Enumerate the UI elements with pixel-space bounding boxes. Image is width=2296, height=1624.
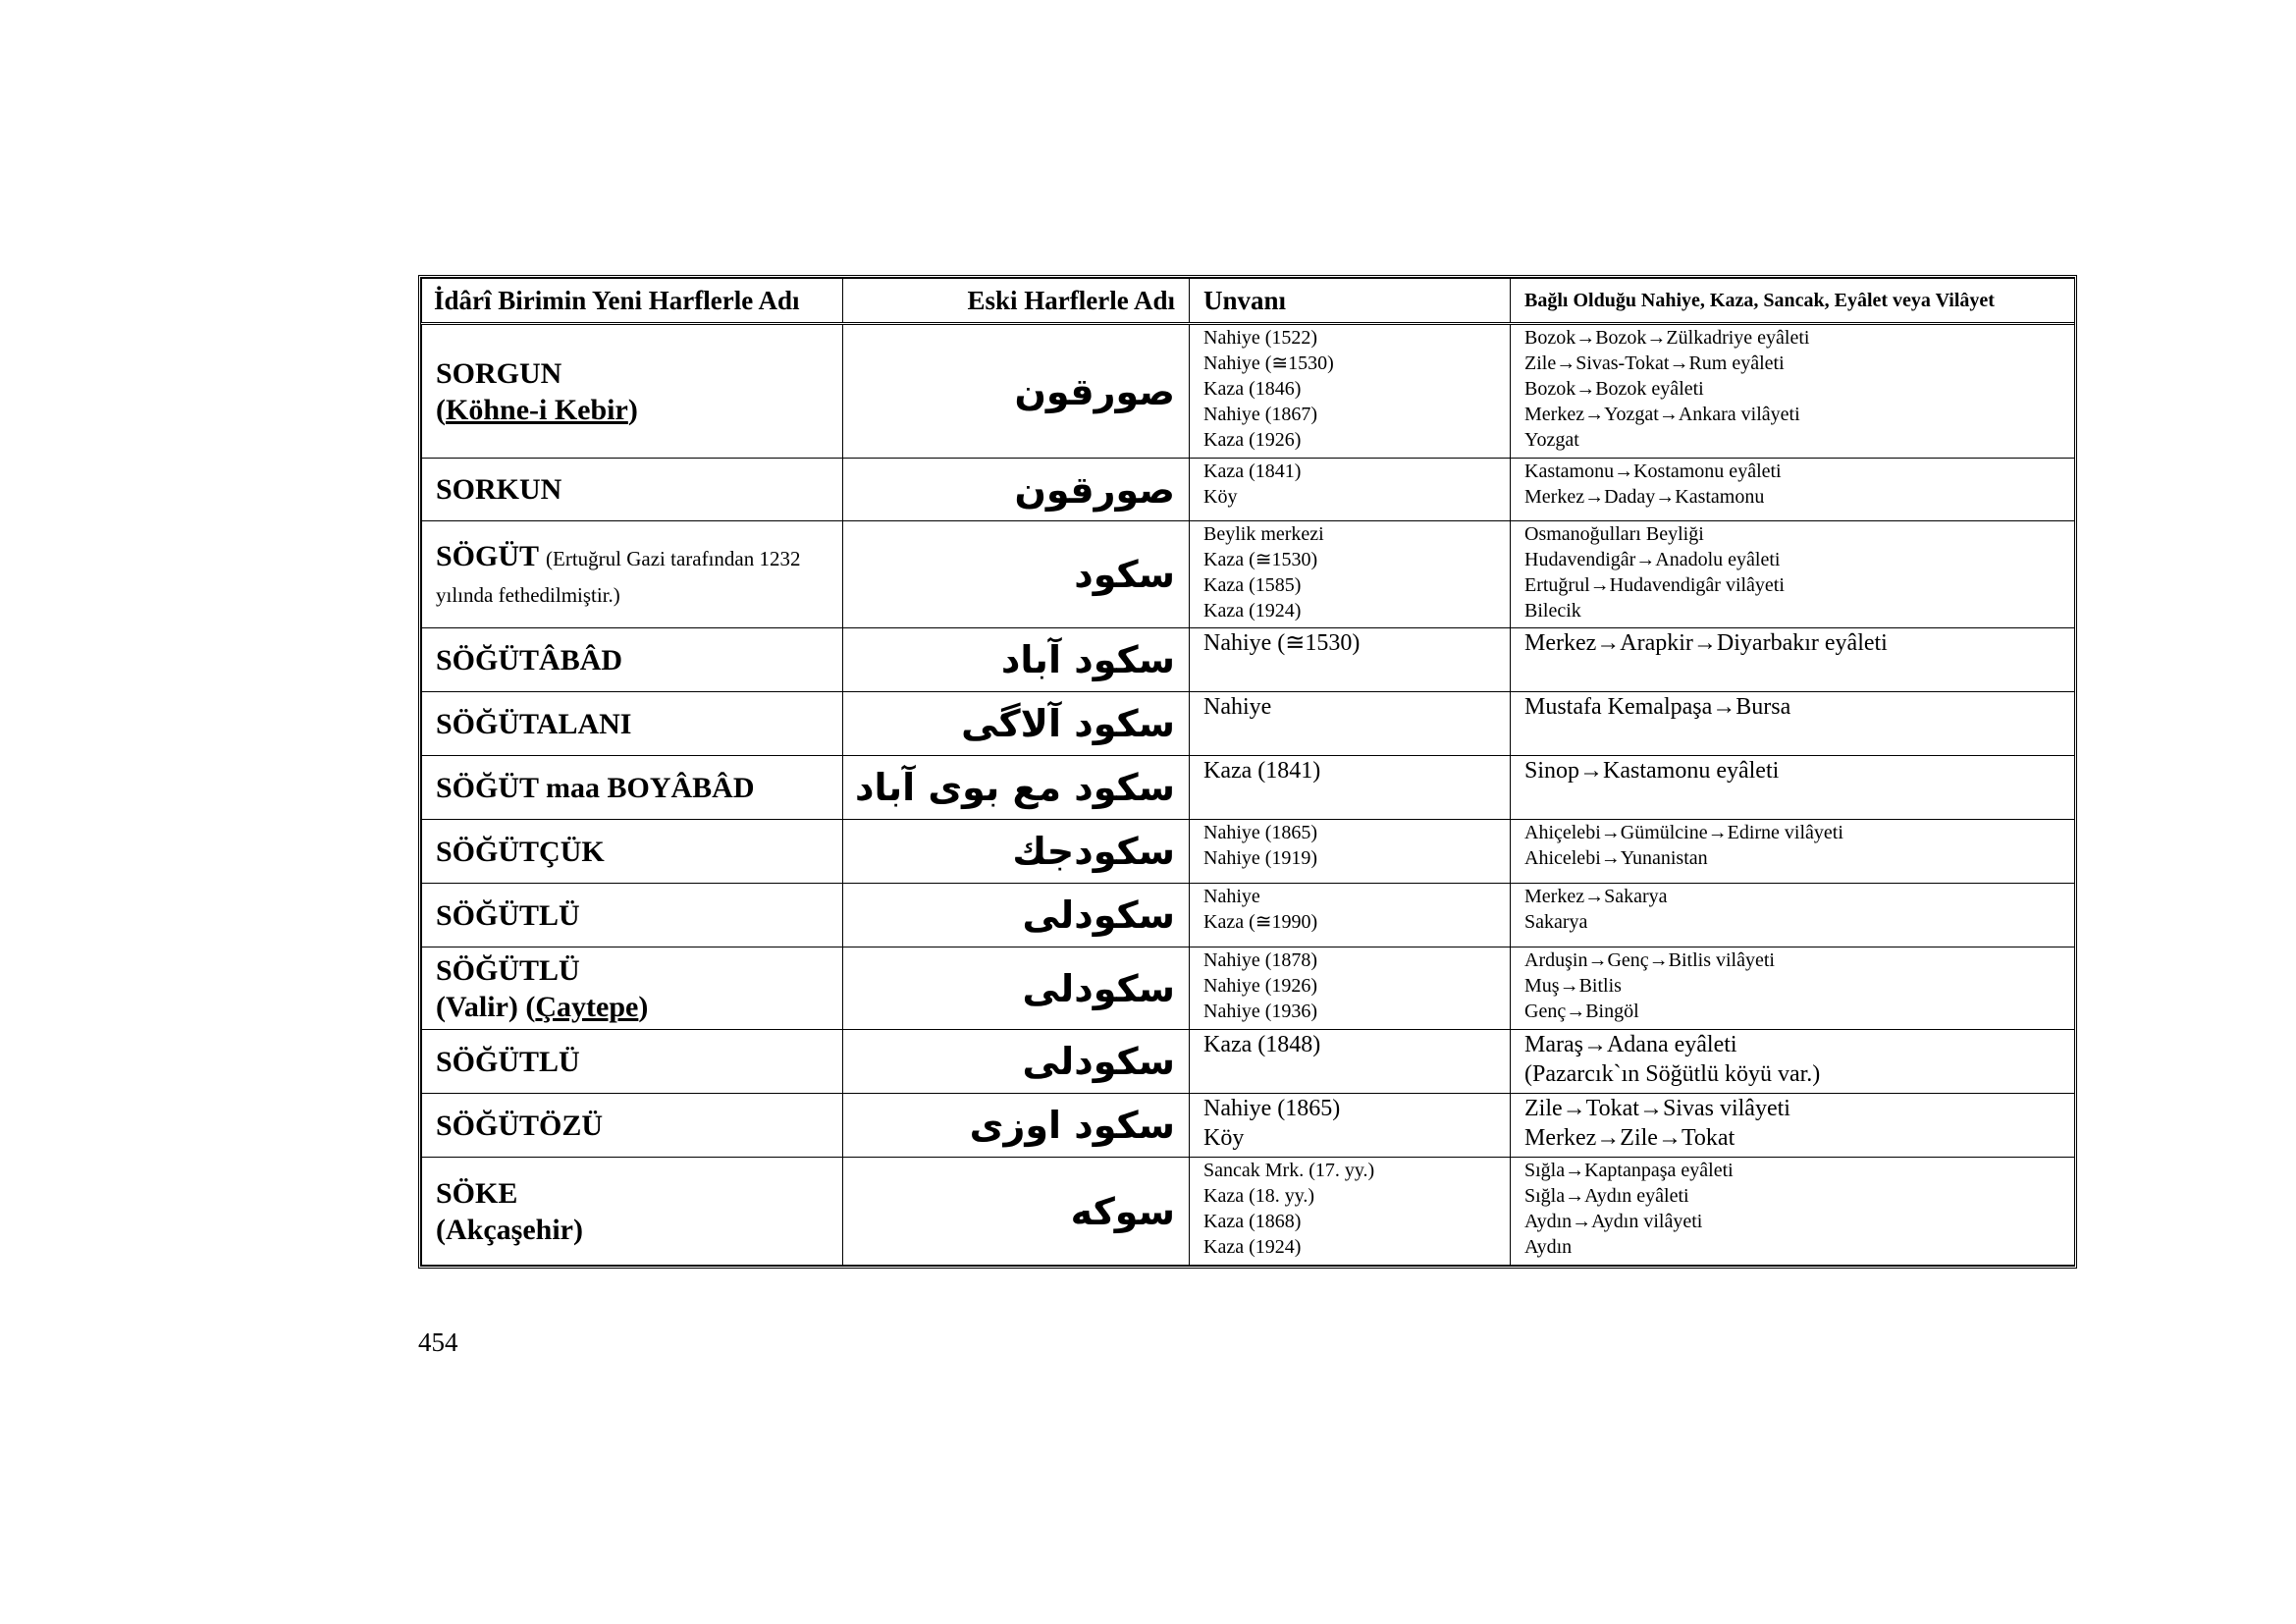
admin-line: Sığla→Kaptanpaşa eyâleti [1524,1160,1734,1181]
new-name-cell [422,1094,843,1158]
name-sub: (Akçaşehir) [436,1213,583,1246]
admin-line: Ahiçelebi→Gümülcine→Edirne vilâyeti [1524,822,1843,843]
admin-line: Kastamonu→Kostamonu eyâleti [1524,460,1782,482]
new-name-cell [422,947,843,1030]
admin-line: Genç→Bingöl [1524,1001,1639,1022]
name-note: (Ertuğrul Gazi tarafından 1232 yılında fethedilmiştir.) [436,547,801,607]
name-extra: (Valir) (Çaytepe) [436,990,649,1023]
admin-line: Ahicelebi→Yunanistan [1524,847,1708,869]
title-line: Nahiye (1867) [1203,404,1318,425]
new-name-cell [422,884,843,947]
title-cell [1190,756,1511,820]
admin-cell [1511,521,2075,628]
title-line: Nahiye (1865) [1203,1096,1341,1121]
header-old-name: Eski Harflerle Adı [843,279,1190,324]
title-line: Nahiye (1865) [1203,822,1318,843]
old-name-cell: سكود [843,521,1190,628]
title-line: Kaza (1848) [1203,1032,1321,1057]
old-name-cell: سكود اوزى [843,1094,1190,1158]
title-line: Nahiye [1203,886,1260,907]
table-row [422,1030,2075,1094]
admin-line: Merkez→Daday→Kastamonu [1524,486,1765,508]
title-cell [1190,820,1511,884]
title-line: Nahiye (1926) [1203,975,1318,997]
name-main: SÖĞÜTALANI [436,707,632,740]
admin-line: Merkez→Yozgat→Ankara vilâyeti [1524,404,1800,425]
old-name-cell: سكودلى [843,884,1190,947]
admin-line: Mustafa Kemalpaşa→Bursa [1524,694,1791,720]
admin-line: Sinop→Kastamonu eyâleti [1524,758,1780,784]
table-row [422,884,2075,947]
admin-line: Bozok→Bozok eyâleti [1524,378,1704,400]
admin-line: Ertuğrul→Hudavendigâr vilâyeti [1524,574,1785,596]
admin-cell [1511,1094,2075,1158]
new-name-cell [422,459,843,521]
title-cell [1190,521,1511,628]
name-main: SORGUN [436,356,562,390]
title-line: Kaza (18. yy.) [1203,1185,1315,1207]
title-cell [1190,692,1511,756]
admin-line: (Pazarcık`ın Söğütlü köyü var.) [1524,1061,1821,1087]
admin-cell [1511,820,2075,884]
name-main: SÖGÜT [436,540,539,572]
title-cell [1190,459,1511,521]
new-name-cell [422,1030,843,1094]
admin-cell [1511,692,2075,756]
table-row [422,628,2075,692]
table-row [422,756,2075,820]
admin-cell [1511,628,2075,692]
new-name-cell [422,628,843,692]
admin-line: Osmanoğulları Beyliği [1524,523,1704,545]
name-main: SÖĞÜTÖZÜ [436,1109,604,1142]
name-main: SÖĞÜTLÜ [436,898,580,932]
title-line: Nahiye (1522) [1203,327,1318,349]
name-extra-plain: Valir [446,990,508,1023]
title-line: Kaza (1841) [1203,460,1302,482]
title-line: Beylik merkezi [1203,523,1324,545]
admin-line: Merkez→Arapkir→Diyarbakır eyâleti [1524,630,1888,656]
admin-cell [1511,884,2075,947]
title-cell [1190,628,1511,692]
admin-line: Hudavendigâr→Anadolu eyâleti [1524,549,1781,570]
table-row [422,324,2075,459]
name-main: SÖĞÜTÂBÂD [436,643,623,677]
header-new-name: İdârî Birimin Yeni Harflerle Adı [422,279,843,324]
table-row [422,521,2075,628]
new-name-cell [422,1158,843,1266]
name-main: SORKUN [436,473,562,506]
admin-line: Bilecik [1524,600,1581,622]
admin-line: Aydın→Aydın vilâyeti [1524,1211,1703,1232]
title-cell [1190,1158,1511,1266]
name-main: SÖĞÜTLÜ [436,1045,580,1078]
title-line: Kaza (≅1990) [1203,911,1318,933]
old-name-cell: سكودجك [843,820,1190,884]
name-extra: (Köhne-i Kebir) [436,393,638,426]
title-cell [1190,884,1511,947]
old-name-cell: سكودلى [843,947,1190,1030]
name-main: SÖĞÜTLÜ [436,953,580,987]
title-line: Kaza (1924) [1203,1236,1302,1258]
admin-line: Zile→Sivas-Tokat→Rum eyâleti [1524,352,1785,374]
admin-line: Merkez→Zile→Tokat [1524,1125,1735,1151]
title-line: Kaza (≅1530) [1203,549,1318,570]
title-line: Kaza (1868) [1203,1211,1302,1232]
admin-cell [1511,947,2075,1030]
admin-line: Merkez→Sakarya [1524,886,1668,907]
old-name-cell: سكود مع بوى آباد [843,756,1190,820]
title-line: Kaza (1585) [1203,574,1302,596]
table-row [422,947,2075,1030]
page-number: 454 [418,1327,458,1357]
admin-line: Maraş→Adana eyâleti [1524,1032,1737,1057]
admin-cell [1511,459,2075,521]
admin-units-table [418,275,2077,1269]
admin-line: Sığla→Aydın eyâleti [1524,1185,1689,1207]
new-name-cell [422,692,843,756]
old-name-cell: صورقون [843,324,1190,459]
title-line: Köy [1203,486,1238,508]
title-line: Kaza (1841) [1203,758,1321,784]
title-cell [1190,324,1511,459]
name-main: SÖĞÜT maa BOYÂBÂD [436,771,755,804]
admin-cell [1511,324,2075,459]
table-row [422,692,2075,756]
old-name-cell: صورقون [843,459,1190,521]
new-name-cell [422,820,843,884]
new-name-cell [422,756,843,820]
old-name-cell: سوكه [843,1158,1190,1266]
title-line: Nahiye (1919) [1203,847,1318,869]
table-header-row [422,279,2075,324]
name-extra-underlined: Köhne-i Kebir [446,393,628,426]
table-row [422,1158,2075,1266]
title-line: Nahiye (≅1530) [1203,630,1361,656]
name-main: SÖĞÜTÇÜK [436,835,605,868]
old-name-cell: سكود آباد [843,628,1190,692]
old-name-cell: سكودلى [843,1030,1190,1094]
title-line: Nahiye (≅1530) [1203,352,1334,374]
title-cell [1190,1030,1511,1094]
admin-cell [1511,1158,2075,1266]
old-name-cell: سكود آلاگى [843,692,1190,756]
admin-line: Arduşin→Genç→Bitlis vilâyeti [1524,949,1775,971]
admin-line: Bozok→Bozok→Zülkadriye eyâleti [1524,327,1810,349]
new-name-cell [422,324,843,459]
table-row [422,820,2075,884]
admin-cell [1511,1030,2075,1094]
admin-line: Yozgat [1524,429,1579,451]
title-line: Kaza (1926) [1203,429,1302,451]
admin-line: Aydın [1524,1236,1573,1258]
title-line: Sancak Mrk. (17. yy.) [1203,1160,1375,1181]
title-cell [1190,947,1511,1030]
title-line: Nahiye [1203,694,1272,720]
admin-line: Muş→Bitlis [1524,975,1622,997]
name-main: SÖKE [436,1176,518,1210]
table-row [422,1094,2075,1158]
title-line: Nahiye (1936) [1203,1001,1318,1022]
title-line: Kaza (1924) [1203,600,1302,622]
header-admin: Bağlı Olduğu Nahiye, Kaza, Sancak, Eyâlet veya Vilâyet [1511,279,2075,324]
new-name-cell [422,521,843,628]
admin-line: Zile→Tokat→Sivas vilâyeti [1524,1096,1790,1121]
header-title: Unvanı [1190,279,1511,324]
table-row [422,459,2075,521]
title-line: Nahiye (1878) [1203,949,1318,971]
title-cell [1190,1094,1511,1158]
admin-cell [1511,756,2075,820]
admin-line: Sakarya [1524,911,1588,933]
name-extra-underlined: Çaytepe [535,990,639,1023]
title-line: Köy [1203,1125,1245,1151]
title-line: Kaza (1846) [1203,378,1302,400]
